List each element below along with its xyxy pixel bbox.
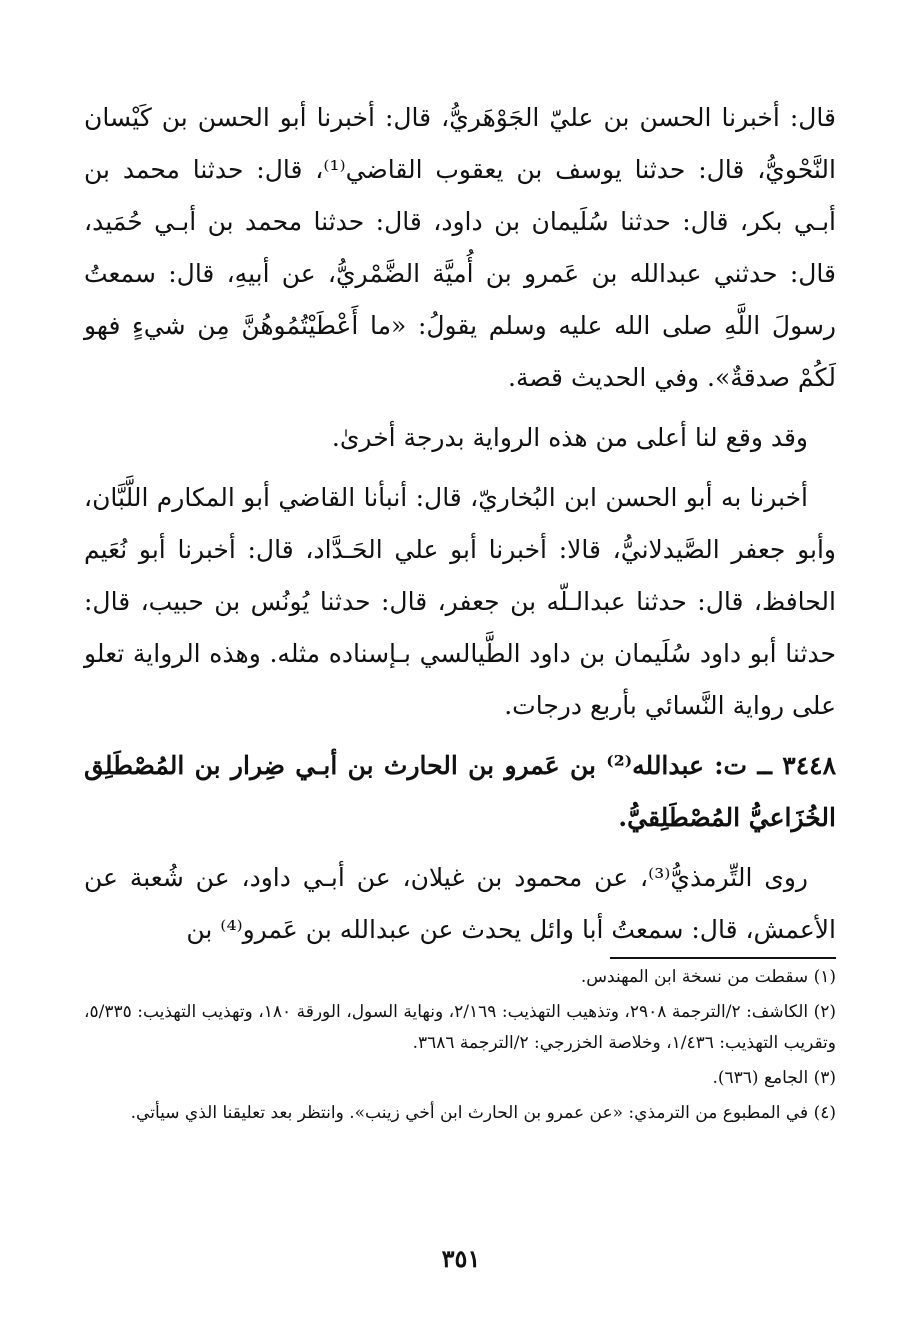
footnote-2: (٢) الكاشف: ٢/الترجمة ٢٩٠٨، وتذهيب التهذيب: ٢/١٦٩، ونهاية السول، الورقة ١٨٠، وتهذيب التهذيب: ٥/٣٣٥، وتقريب التهذيب: ١/٤٣٦، وخلاصة الخزرجي: ٢/الترجمة ٣٦٨٦. <box>84 1002 836 1053</box>
paragraph-tirmidhi-narration: روى التِّرمذيُّ⁽³⁾، عن محمود بن غيلان، عن أبـي داود، عن شُعبة عن الأعمش، قال: سمعتُ أبا وائل يحدث عن عبدالله بن عَمرو⁽⁴⁾ بن <box>84 863 836 944</box>
page-number: ٣٥١ <box>441 1244 481 1273</box>
paragraph-isnad-2: أخبرنا به أبو الحسن ابن البُخاريّ، قال: أنبأنا القاضي أبو المكارم اللَّبَّان، وأبو جعفر الصَّيدلانيُّ، قالا: أخبرنا أبو علي الحَـدَّاد، قال: أخبرنا أبو نُعَيم الحافظ، قال: حدثنا عبدالـلّه بن جعفر، قال: حدثنا يُونُس بن حبيب، قال: حدثنا أبو داود سُلَيمان بن داود الطَّيالسي بـإسناده مثله. وهذه الرواية تعلو على رواية النَّسائي بأربع درجات. <box>84 483 836 720</box>
paragraph-higher-narration-note: وقد وقع لنا أعلى من هذه الرواية بدرجة أخرىٰ. <box>331 423 808 452</box>
paragraph-isnad-1: قال: أخبرنا الحسن بن عليّ الجَوْهَريُّ، قال: أخبرنا أبو الحسن بن كَيْسان النَّحْويُّ، قال: حدثنا يوسف بن يعقوب القاضي⁽¹⁾، قال: حدثنا محمد بن أبـي بكر، قال: حدثنا سُلَيمان بن داود، قال: حدثنا محمد بن أبـي حُمَيد، قال: حدثني عبدالله بن عَمرو بن أُميَّة الضَّمْريُّ، عن أبيهِ، قال: سمعتُ رسولَ اللَّهِ صلى الله عليه وسلم يقولُ: «ما أَعْطَيْتُمُوهُنَّ مِن شيءٍ فهو لَكُمْ صدقةٌ». وفي الحديث قصة. <box>84 103 836 392</box>
entry-heading-3448: ٣٤٤٨ ــ ت: عبدالله⁽²⁾ بن عَمرو بن الحارث بن أبـي ضِرار بن المُصْطَلِق الخُزَاعيُّ المُصْطَلِقيُّ. <box>84 751 836 832</box>
footnote-3: (٣) الجامع (٦٣٦). <box>712 1068 836 1088</box>
footnote-1: (١) سقطت من نسخة ابن المهندس. <box>580 967 836 987</box>
footnote-4: (٤) في المطبوع من الترمذي: «عن عمرو بن الحارث ابن أخي زينب». وانتظر بعد تعليقنا الذي سيأتي. <box>130 1103 836 1123</box>
footnotes-block <box>84 962 836 1129</box>
footnote-divider <box>610 957 836 959</box>
main-text-block <box>84 92 836 956</box>
